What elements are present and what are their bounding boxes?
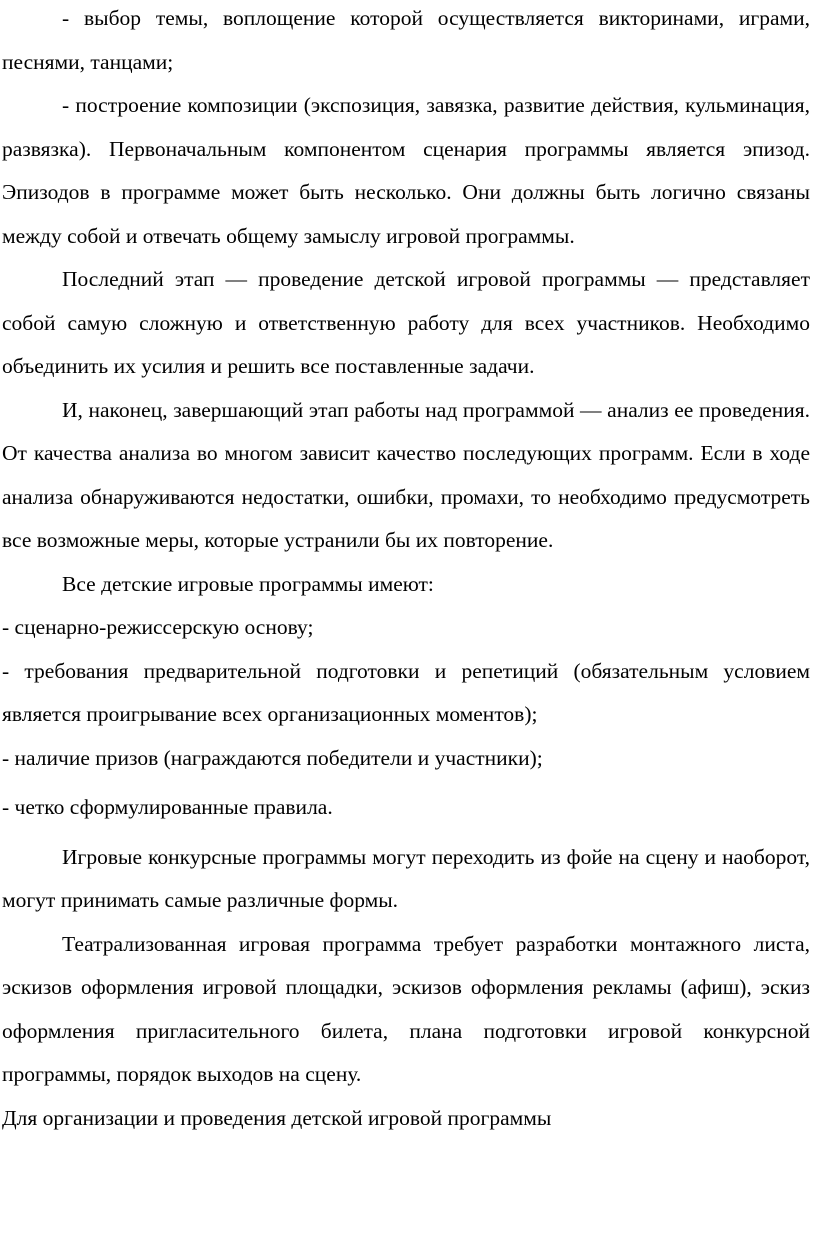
paragraph-composition: - построение композиции (экспозиция, завязка, развитие действия, кульминация, развязка). Первоначальным компонентом сценария программы является эпизод. Эпизодов в программе может быть несколько. Они должны быть логично связаны между собой и отвечать общему замыслу игровой программы. <box>2 93 810 248</box>
paragraph-programs-have: Все детские игровые программы имеют: <box>62 571 434 596</box>
paragraph-theme-choice: - выбор темы, воплощение которой осуществляется викторинами, играми, песнями, танцами; <box>2 6 810 74</box>
paragraph-final-stage-analysis: И, наконец, завершающий этап работы над программой — анализ ее проведения. От качества анализа во многом зависит качество последующих программ. Если в ходе анализа обнаруживаются недостатки, ошибки, промахи, то необходимо предусмотреть все возможные меры, которые устранили бы их повторение. <box>2 397 810 552</box>
paragraph-contest-programs: Игровые конкурсные программы могут переходить из фойе на сцену и наоборот, могут принимать самые различные формы. <box>2 844 810 912</box>
list-item-scenario-basis: - сценарно-режиссерскую основу; <box>2 615 314 639</box>
paragraph-theatrical-program: Театрализованная игровая программа требует разработки монтажного листа, эскизов оформления игровой площадки, эскизов оформления рекламы (афиш), эскиз оформления пригласительного билета, плана подготовки игровой конкурсной программы, порядок выходов на сцену. <box>2 931 810 1086</box>
paragraph-organization: Для организации и проведения детской игровой программы <box>2 1105 552 1130</box>
list-item-prizes: - наличие призов (награждаются победители и участники); <box>2 745 543 770</box>
paragraph-last-stage: Последний этап — проведение детской игровой программы — представляет собой самую сложную и ответственную работу для всех участников. Необходимо объединить их усилия и решить все поставленные задачи. <box>2 267 810 378</box>
list-item-rules: - четко сформулированные правила. <box>2 795 333 819</box>
list-item-preparation-requirements: - требования предварительной подготовки и репетиций (обязательным условием является проигрывание всех организационных моментов); <box>2 658 810 726</box>
